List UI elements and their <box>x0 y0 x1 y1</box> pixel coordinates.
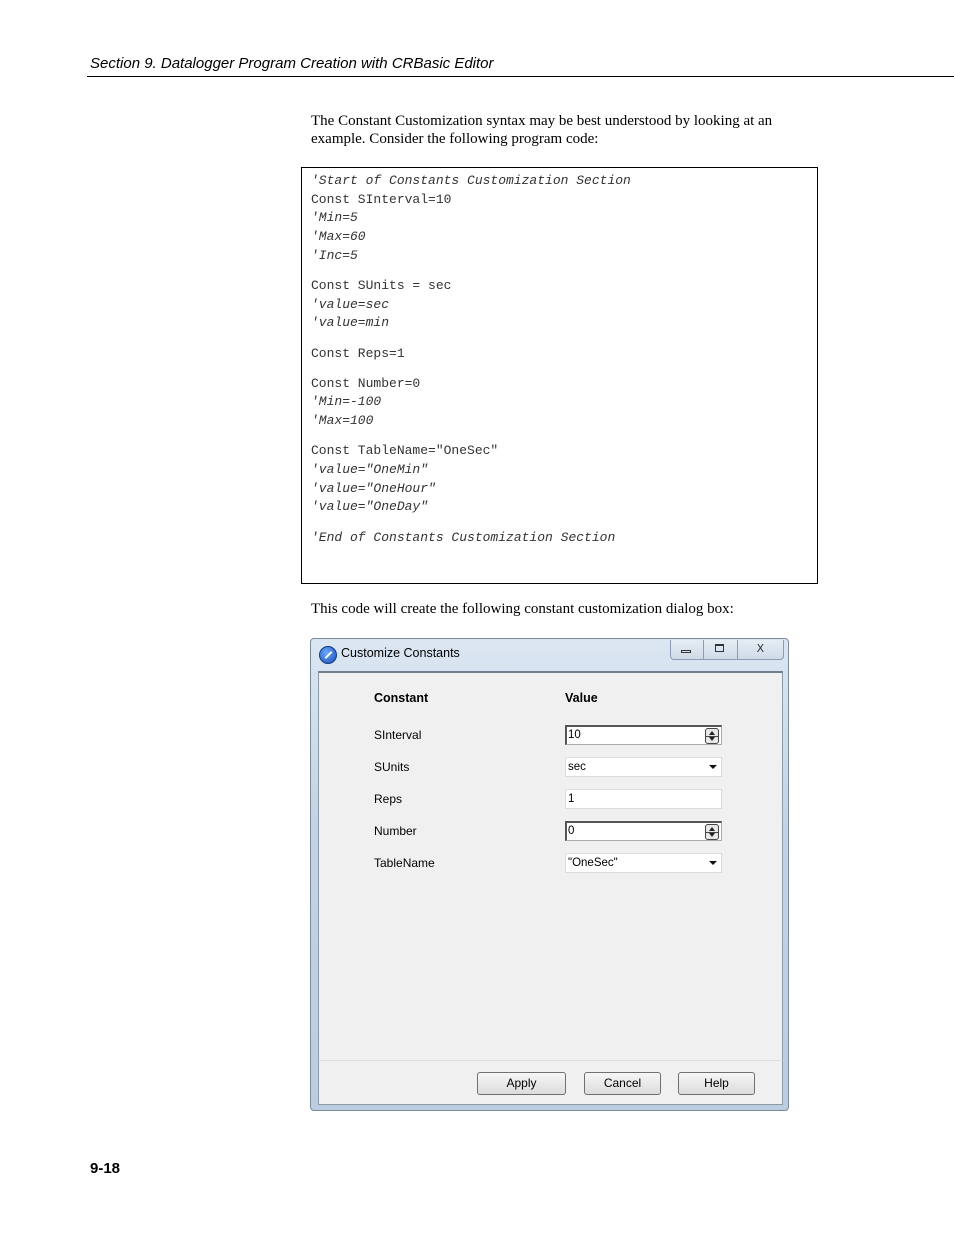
sunits-value: sec <box>568 761 586 773</box>
label-number: Number <box>374 824 417 838</box>
code-line <box>311 517 631 529</box>
code-line: 'Min=5 <box>311 210 358 226</box>
code-line: 'End of Constants Customization Section <box>311 529 616 545</box>
code-line: 'Max=100 <box>311 413 374 429</box>
code-line: Const Number=0 <box>311 375 421 391</box>
sunits-dropdown[interactable] <box>565 757 722 777</box>
code-line: Const Reps=1 <box>311 345 405 361</box>
dialog-client-area <box>318 671 783 1062</box>
window-buttons <box>670 640 784 660</box>
tablename-dropdown[interactable] <box>565 853 722 873</box>
help-button[interactable]: Help <box>678 1072 755 1095</box>
minimize-icon <box>681 650 691 653</box>
intro-paragraph: The Constant Customization syntax may be best understood by looking at an example. Consider the following program code: <box>311 113 773 147</box>
label-reps: Reps <box>374 792 403 806</box>
number-spinner[interactable] <box>565 821 722 841</box>
column-header-value: Value <box>565 691 598 705</box>
column-header-constant: Constant <box>374 691 429 705</box>
number-value: 0 <box>568 825 575 837</box>
code-line: 'value="OneMin" <box>311 461 429 477</box>
chevron-down-icon[interactable] <box>709 765 717 769</box>
dialog-titlebar[interactable] <box>311 639 788 669</box>
label-sinterval: SInterval <box>374 728 422 742</box>
reps-value: 1 <box>568 793 575 805</box>
code-line <box>311 333 631 345</box>
code-line: 'Max=60 <box>311 229 366 245</box>
code-line: Const SInterval=10 <box>311 191 452 207</box>
spin-updown-icon[interactable] <box>705 728 719 744</box>
page-header: Section 9. Datalogger Program Creation with CRBasic Editor <box>90 55 494 72</box>
cancel-button[interactable]: Cancel <box>584 1072 661 1095</box>
code-line: 'value="OneDay" <box>311 499 429 515</box>
dialog-button-bar <box>318 1060 783 1105</box>
apply-button[interactable]: Apply <box>477 1072 566 1095</box>
customize-constants-dialog <box>310 638 789 1111</box>
code-line <box>311 363 631 375</box>
chevron-down-icon[interactable] <box>709 861 717 865</box>
close-button[interactable] <box>738 640 783 659</box>
code-line: 'Start of Constants Customization Section <box>311 173 631 188</box>
label-tablename: TableName <box>374 856 435 870</box>
tablename-value: "OneSec" <box>568 857 618 869</box>
spin-updown-icon[interactable] <box>705 824 719 840</box>
dialog-title: Customize Constants <box>341 646 460 660</box>
sinterval-value: 10 <box>568 729 581 741</box>
maximize-icon <box>715 644 724 652</box>
label-sunits: SUnits <box>374 760 410 774</box>
code-line: 'value="OneHour" <box>311 480 436 496</box>
code-line: 'value=min <box>311 315 390 331</box>
code-line: Const TableName="OneSec" <box>311 443 499 459</box>
maximize-button[interactable] <box>704 640 737 659</box>
reps-input[interactable] <box>565 789 722 809</box>
code-line <box>311 265 631 277</box>
code-line <box>311 431 631 443</box>
page-number: 9-18 <box>90 1160 121 1177</box>
minimize-button[interactable] <box>671 640 704 659</box>
app-icon <box>319 646 337 664</box>
code-listing <box>311 172 631 547</box>
code-line: 'Inc=5 <box>311 247 358 263</box>
sinterval-spinner[interactable] <box>565 725 722 745</box>
close-icon: X <box>756 642 765 655</box>
code-box <box>301 167 818 584</box>
code-line: 'Min=-100 <box>311 394 382 410</box>
dialog-intro-paragraph: This code will create the following constant customization dialog box: <box>311 601 734 617</box>
code-line: 'value=sec <box>311 296 390 312</box>
code-line: Const SUnits = sec <box>311 277 452 293</box>
header-rule <box>87 76 954 77</box>
